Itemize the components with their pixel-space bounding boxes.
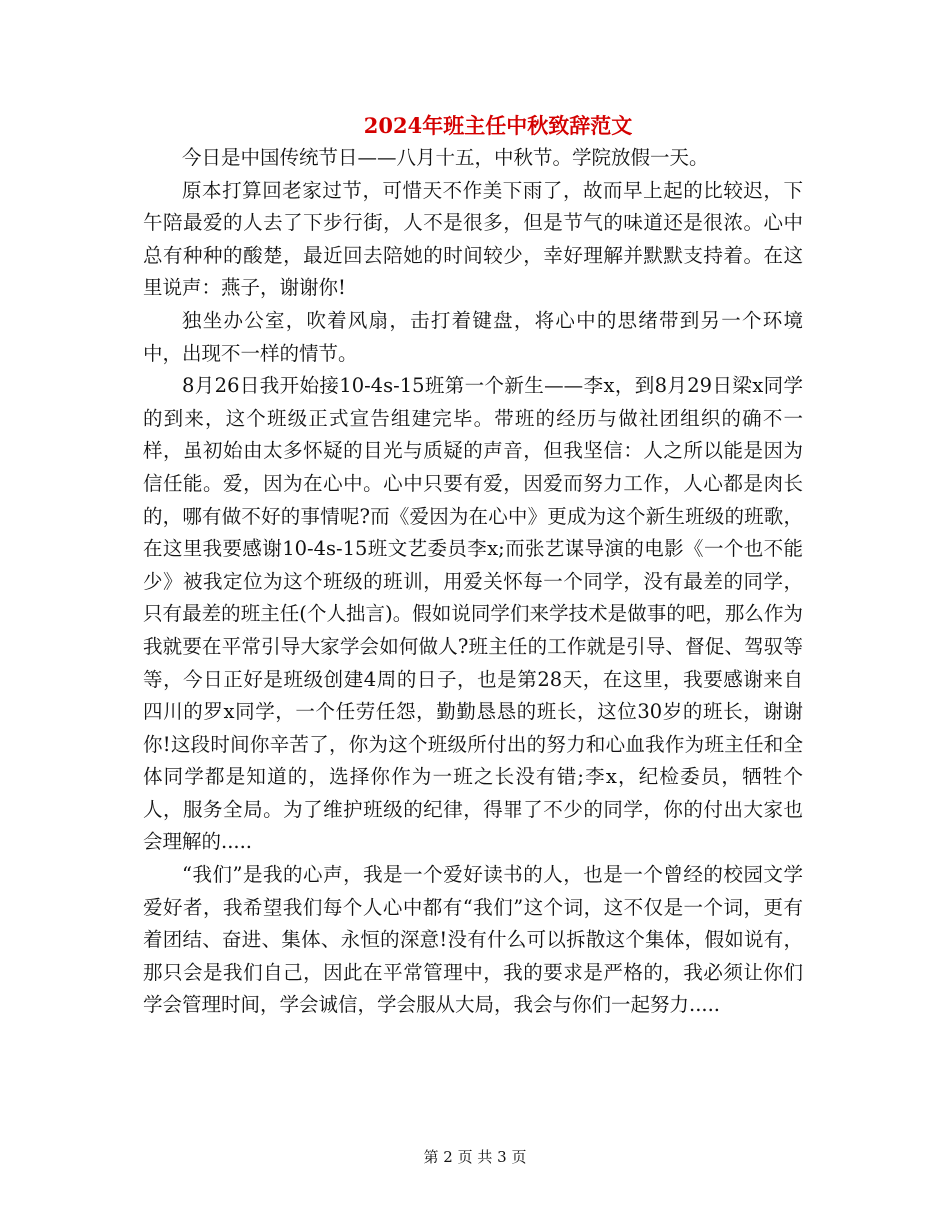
paragraph: 独坐办公室，吹着风扇，击打着键盘，将心中的思绪带到另一个环境中，出现不一样的情节。 [143, 308, 803, 365]
document-title: 2024年班主任中秋致辞范文 [363, 113, 633, 138]
page-footer [0, 1146, 950, 1167]
paragraph: 原本打算回老家过节，可惜天不作美下雨了，故而早上起的比较迟，下午陪最爱的人去了下步行街，人不是很多，但是节气的味道还是很浓。心中总有种种的酸楚，最近回去陪她的时间较少，幸好理解并默默支持着。在这里说声：燕子，谢谢你! [143, 178, 803, 300]
paragraph: 今日是中国传统节日——八月十五，中秋节。学院放假一天。 [182, 146, 709, 169]
paragraph: 8月26日我开始接10-4s-15班第一个新生——李x，到8月29日梁x同学的到来，这个班级正式宣告组建完毕。带班的经历与做社团组织的确不一样，虽初始由太多怀疑的目光与质疑的声音，但我坚信：人之所以能是因为信任能。爱，因为在心中。心中只要有爱，因爱而努力工作，人心都是肉长的，哪有做不好的事情呢?而《爱因为在心中》更成为这个新生班级的班歌，在这里我要感谢10-4s-15班文艺委员李x;而张艺谋导演的电影《一个也不能少》被我定位为这个班级的班训，用爱关怀每一个同学，没有最差的同学，只有最差的班主任(个人拙言)。假如说同学们来学技术是做事的吧，那么作为我就要在平常引导大家学会如何做人?班主任的工作就是引导、督促、驾驭等等，今日正好是班级创建4周的日子，也是第28天，在这里，我要感谢来自四川的罗x同学，一个任劳任怨，勤勤恳恳的班长，这位30岁的班长，谢谢你!这段时间你辛苦了，你为这个班级所付出的努力和心血我作为班主任和全体同学都是知道的，选择你作为一班之长没有错;李x，纪检委员，牺牲个人，服务全局。为了维护班级的纪律，得罪了不少的同学，你的付出大家也会理解的..... [143, 374, 803, 854]
document-body [143, 142, 803, 1022]
paragraph: “我们”是我的心声，我是一个爱好读书的人，也是一个曾经的校园文学爱好者，我希望我们每个人心中都有“我们”这个词，这不仅是一个词，更有着团结、奋进、集体、永恒的深意!没有什么可以拆散这个集体，假如说有，那只会是我们自己，因此在平常管理中，我的要求是严格的，我必须让你们学会管理时间，学会诚信，学会服从大局，我会与你们一起努力..... [143, 863, 803, 1017]
page-number: 第 2 页 共 3 页 [423, 1148, 527, 1166]
